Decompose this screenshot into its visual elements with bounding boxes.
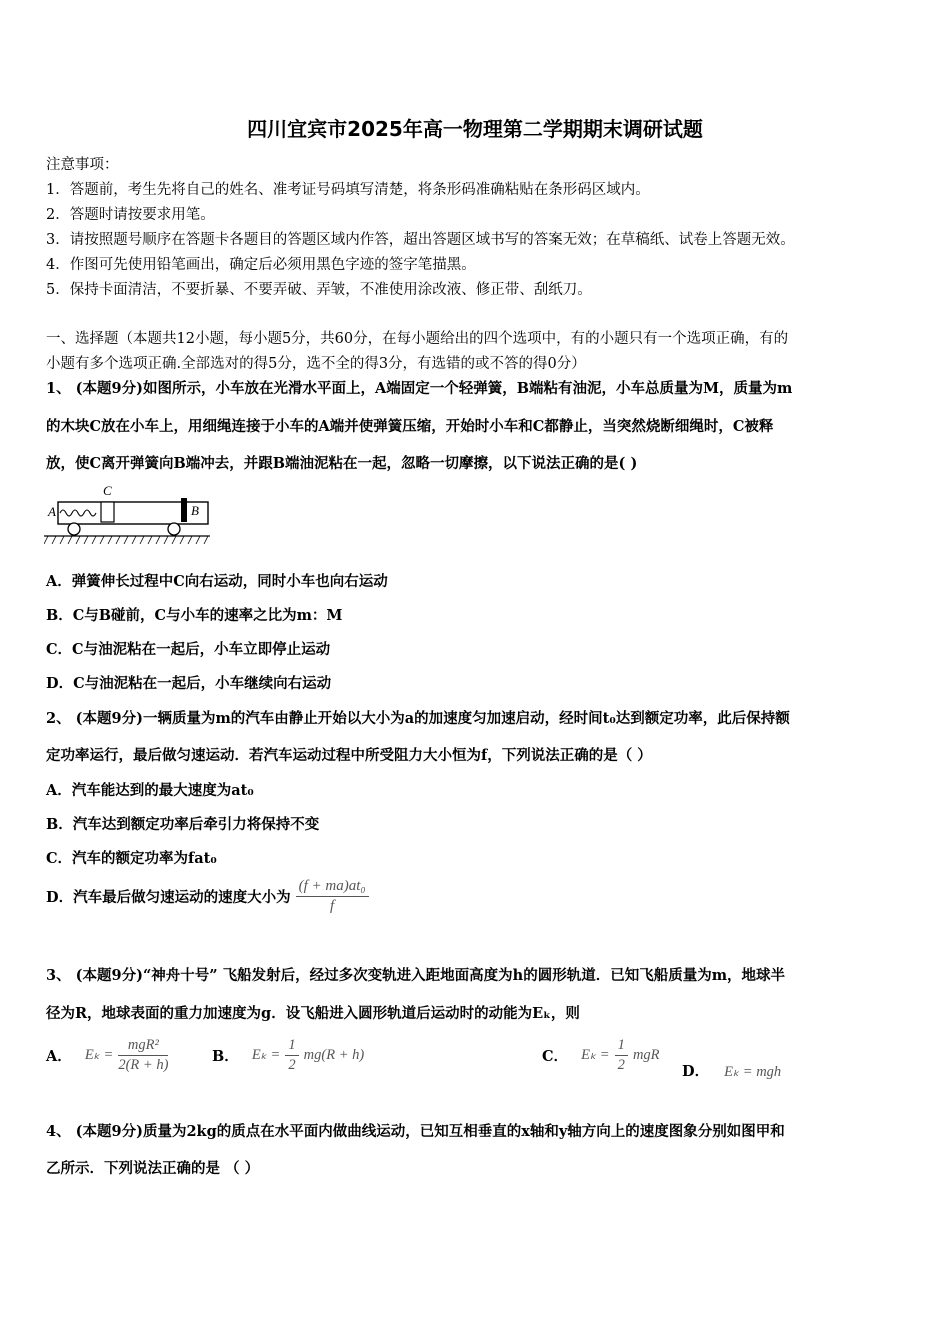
notes-item: 4．作图可先使用铅笔画出，确定后必须用黑色字迹的签字笔描黑。 — [46, 257, 476, 273]
option-expression: Eₖ = mgh — [724, 1064, 782, 1080]
fraction-denominator: 2(R + h) — [118, 1057, 169, 1073]
option-lhs: Eₖ = — [251, 1047, 281, 1063]
option-label: A． — [46, 1048, 72, 1065]
page-title: 四川宜宾市2025年高一物理第二学期期末调研试题 — [247, 117, 703, 141]
q4-stem: 乙所示．下列说法正确的是 （ ） — [46, 1160, 260, 1177]
option-fraction — [615, 1037, 628, 1074]
q2-stem: 定功率运行，最后做匀速运动．若汽车运动过程中所受阻力大小恒为f，下列说法正确的是（ ） — [46, 747, 652, 764]
q4-stem: 4、 (本题9分)质量为2kg的质点在水平面内做曲线运动，已知互相垂直的x轴和y轴方向上的速度图象分别如图甲和 — [46, 1123, 785, 1140]
fraction-numerator: mgR² — [118, 1037, 168, 1056]
q2-option-b[interactable]: B．汽车达到额定功率后牵引力将保持不变 — [46, 816, 320, 833]
q3-option-b[interactable] — [212, 1037, 364, 1074]
q2-stem: 2、 (本题9分)一辆质量为m的汽车由静止开始以大小为a的加速度匀加速启动，经时间t₀达到额定功率，此后保持额 — [46, 710, 790, 727]
q1-option-c[interactable]: C．C与油泥粘在一起后，小车立即停止运动 — [46, 641, 331, 658]
q1-stem: 1、 (本题9分)如图所示，小车放在光滑水平面上，A端固定一个轻弹簧，B端粘有油泥，小车总质量为M，质量为m — [46, 380, 793, 397]
q1-option-a[interactable]: A．弹簧伸长过程中C向右运动，同时小车也向右运动 — [46, 573, 388, 590]
option-label: D． — [682, 1063, 710, 1080]
fraction-denominator: 2 — [617, 1057, 625, 1073]
q3-stem: 3、 (本题9分)“神舟十号” 飞船发射后，经过多次变轨进入距地面高度为h的圆形轨道．已知飞船质量为m，地球半 — [46, 967, 786, 984]
q2-option-d[interactable] — [46, 878, 369, 915]
notes-item: 5．保持卡面清洁，不要折暴、不要弄破、弄皱，不准使用涂改液、修正带、刮纸刀。 — [46, 282, 592, 298]
option-fraction — [118, 1037, 168, 1074]
fraction-denominator: 2 — [288, 1057, 296, 1073]
option-rhs: mg(R + h) — [303, 1047, 365, 1063]
q2-option-d-text: D．汽车最后做匀速运动的速度大小为 — [46, 889, 291, 906]
option-lhs: Eₖ = — [84, 1047, 114, 1063]
label-c: C — [103, 483, 112, 498]
option-rhs: mgR — [632, 1047, 660, 1063]
fraction-denominator: f — [330, 898, 335, 914]
label-b: B — [191, 503, 199, 518]
q2-option-a[interactable]: A．汽车能达到的最大速度为at₀ — [46, 782, 254, 799]
fraction-numerator: 1 — [285, 1037, 298, 1056]
fraction-numerator: (f + ma)at₀ — [296, 878, 369, 897]
cart-spring-figure — [44, 482, 214, 548]
notes-item: 3．请按照题号顺序在答题卡各题目的答题区域内作答，超出答题区域书写的答案无效；在草稿纸、试卷上答题无效。 — [46, 232, 795, 248]
q3-stem: 径为R，地球表面的重力加速度为g．设飞船进入圆形轨道后运动时的动能为Eₖ，则 — [46, 1005, 580, 1022]
notes-item: 2．答题时请按要求用笔。 — [46, 207, 215, 223]
section-instruction: 一、选择题（本题共12小题，每小题5分，共60分，在每小题给出的四个选项中，有的小题只有一个选项正确，有的 — [46, 331, 789, 347]
q2-option-c[interactable]: C．汽车的额定功率为fat₀ — [46, 850, 217, 867]
section-instruction: 小题有多个选项正确.全部选对的得5分，选不全的得3分，有选错的或不答的得0分） — [46, 356, 586, 372]
q1-option-d[interactable]: D．C与油泥粘在一起后，小车继续向右运动 — [46, 675, 332, 692]
block-c — [101, 502, 114, 522]
q3-option-a[interactable] — [46, 1037, 168, 1074]
q1-stem: 放，使C离开弹簧向B端冲去，并跟B端油泥粘在一起，忽略一切摩擦，以下说法正确的是( ) — [46, 455, 638, 472]
q1-option-b[interactable]: B．C与B碰前，C与小车的速率之比为m：M — [46, 607, 343, 624]
q2-option-d-fraction — [296, 878, 369, 915]
oil-putty — [181, 498, 187, 522]
option-label: B． — [212, 1048, 239, 1065]
option-label: C． — [542, 1048, 569, 1065]
q3-option-d[interactable] — [682, 1060, 781, 1081]
q3-option-c[interactable] — [542, 1037, 660, 1074]
q1-stem: 的木块C放在小车上，用细绳连接于小车的A端并使弹簧压缩，开始时小车和C都静止，当突然烧断细绳时，C被释 — [46, 418, 774, 435]
option-lhs: Eₖ = — [581, 1047, 610, 1063]
notes-item: 1．答题前，考生先将自己的姓名、准考证号码填写清楚，将条形码准确粘贴在条形码区域内。 — [46, 182, 650, 198]
label-a: A — [48, 504, 56, 519]
spring — [60, 510, 96, 516]
notes-heading: 注意事项： — [46, 157, 119, 173]
option-fraction — [285, 1037, 298, 1074]
fraction-numerator: 1 — [615, 1037, 628, 1056]
